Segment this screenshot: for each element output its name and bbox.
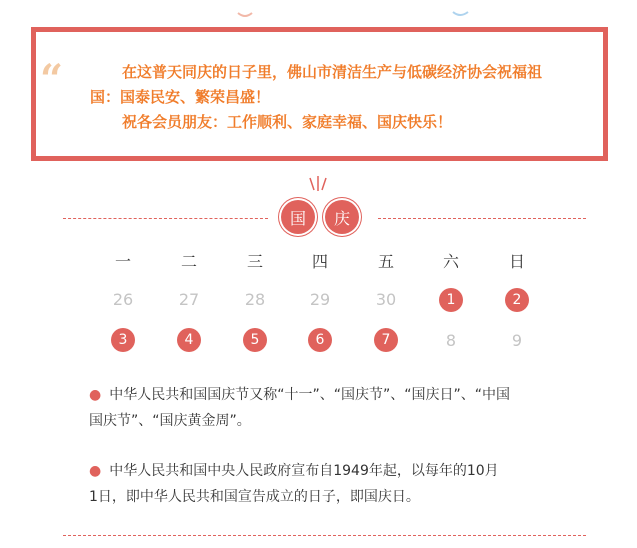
holiday-day: 3 bbox=[111, 328, 135, 352]
holiday-day: 1 bbox=[439, 288, 463, 312]
weekday-sun: 日 bbox=[508, 252, 525, 271]
quote-icon: “ bbox=[40, 56, 64, 103]
sun-rays-icon bbox=[300, 174, 336, 196]
calendar-day: 27 bbox=[178, 290, 200, 309]
holiday-day: 4 bbox=[177, 328, 201, 352]
note-text-line-1: 中华人民共和国国庆节又称“十一”、“国庆节”、“国庆日”、“中国 bbox=[109, 387, 510, 403]
greeting-line-2: 国：国泰民安、繁荣昌盛！ bbox=[90, 88, 271, 106]
title-char-guo: 国 bbox=[281, 200, 315, 234]
weekday-sat: 六 bbox=[442, 252, 459, 271]
calendar-day: 30 bbox=[375, 290, 397, 309]
holiday-day: 2 bbox=[505, 288, 529, 312]
note-text-line-2: 国庆节”、“国庆黄金周”。 bbox=[89, 413, 251, 429]
note-item bbox=[89, 382, 559, 434]
calendar-day: 26 bbox=[112, 290, 134, 309]
holiday-day: 6 bbox=[308, 328, 332, 352]
holiday-day: 7 bbox=[374, 328, 398, 352]
weekday-fri: 五 bbox=[377, 252, 394, 271]
top-decoration bbox=[0, 0, 637, 22]
greeting-message bbox=[90, 60, 600, 135]
bullet-dot-icon: ● bbox=[89, 463, 102, 479]
title-divider-left bbox=[63, 218, 268, 219]
weekday-mon: 一 bbox=[114, 252, 131, 271]
title-divider-right bbox=[378, 218, 586, 219]
note-text-line-2: 1日，即中华人民共和国宣告成立的日子，即国庆日。 bbox=[89, 489, 420, 505]
greeting-box bbox=[31, 27, 608, 161]
holiday-day: 5 bbox=[243, 328, 267, 352]
greeting-line-3: 祝各会员朋友：工作顺利、家庭幸福、国庆快乐！ bbox=[122, 113, 453, 131]
title-char-qing: 庆 bbox=[325, 200, 359, 234]
calendar-day: 29 bbox=[309, 290, 331, 309]
bottom-divider bbox=[63, 535, 586, 536]
weekday-thu: 四 bbox=[311, 252, 328, 271]
calendar-day: 8 bbox=[445, 331, 457, 350]
note-text-line-1: 中华人民共和国中央人民政府宣布自1949年起，以每年的10月 bbox=[109, 463, 499, 479]
weekday-wed: 三 bbox=[246, 252, 263, 271]
calendar-day: 28 bbox=[244, 290, 266, 309]
greeting-line-1: 在这普天同庆的日子里，佛山市清洁生产与低碳经济协会祝福祖 bbox=[122, 63, 543, 81]
bullet-dot-icon: ● bbox=[89, 387, 102, 403]
weekday-tue: 二 bbox=[180, 252, 197, 271]
note-item bbox=[89, 458, 559, 510]
calendar-day: 9 bbox=[511, 331, 523, 350]
